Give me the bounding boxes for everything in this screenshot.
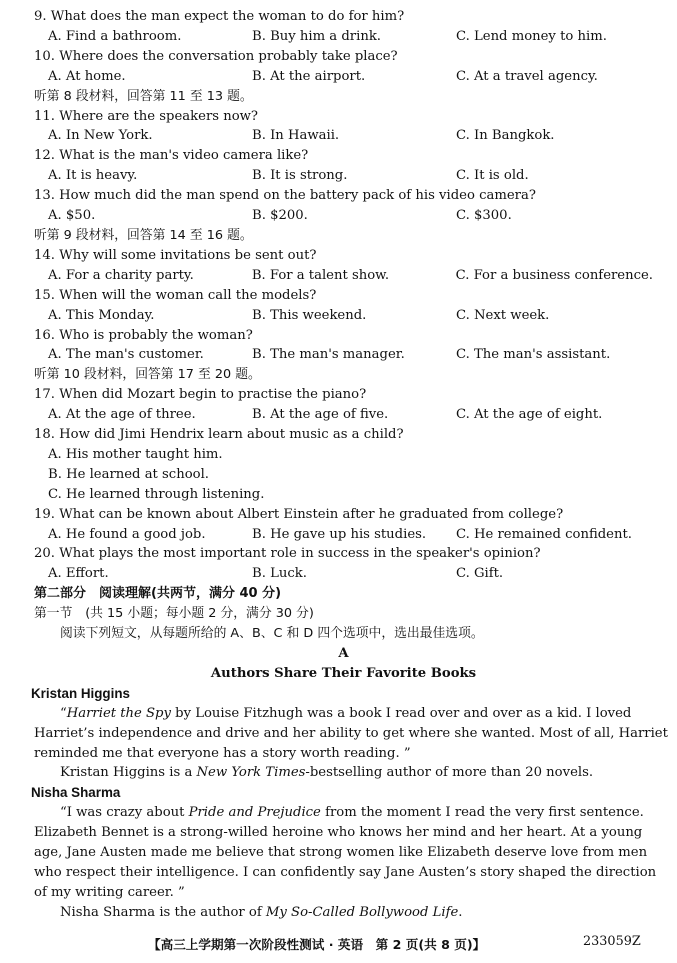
- options-row: [34, 266, 653, 286]
- author-name: Kristan Higgins: [31, 685, 130, 701]
- question-text: 11. Where are the speakers now?: [34, 108, 258, 124]
- section-9-instruction: 听第 9 段材料，回答第 14 至 16 题。: [34, 227, 253, 243]
- option-a: A. At the age of three.: [48, 407, 196, 423]
- question-text: 20. What plays the most important role in success in the speaker's opinion?: [34, 546, 541, 562]
- question-9: [34, 7, 653, 47]
- question-15: [34, 286, 653, 326]
- option-b: B. Luck.: [252, 566, 307, 582]
- question-text: 18. How did Jimi Hendrix learn about music as a child?: [34, 427, 404, 443]
- question-10: [34, 47, 653, 87]
- section-1-heading: 第一节 (共 15 小题；每小题 2 分，满分 30 分): [34, 606, 314, 622]
- question-11: [34, 107, 653, 147]
- option-c: C. He learned through listening.: [48, 486, 265, 502]
- option-b: B. This weekend.: [252, 307, 367, 323]
- question-text: 13. How much did the man spend on the battery pack of his video camera?: [34, 188, 536, 204]
- passage-title: Authors Share Their Favorite Books: [210, 665, 477, 681]
- question-14: [34, 246, 653, 286]
- option-a: A. His mother taught him.: [48, 446, 223, 462]
- option-c: C. Gift.: [456, 566, 504, 582]
- question-text: 19. What can be known about Albert Einstein after he graduated from college?: [34, 506, 564, 522]
- option-b: B. It is strong.: [252, 168, 348, 184]
- options-row: [34, 345, 653, 365]
- part-2-heading: 第二部分 阅读理解(共两节，满分 40 分): [34, 586, 282, 602]
- option-b: B. In Hawaii.: [252, 128, 340, 144]
- book-title: Harriet the Spy: [66, 705, 171, 721]
- section-10-instruction: 听第 10 段材料，回答第 17 至 20 题。: [34, 367, 261, 383]
- options-row: [34, 126, 653, 146]
- option-a: A. In New York.: [48, 128, 153, 144]
- option-a: A. Find a bathroom.: [48, 28, 182, 44]
- question-text: 10. Where does the conversation probably take place?: [34, 48, 398, 64]
- author-quote: “Harriet the Spy by Louise Fitzhugh was a book I read over and over as a kid. I loved Harriet’s independence and drive and her ability to get where she wanted. Most of all, Harriet reminded me that everyone has a story worth reading. ”: [34, 705, 668, 761]
- option-b: B. Buy him a drink.: [252, 28, 382, 44]
- passage-letter: A: [338, 646, 349, 661]
- option-a: A. At home.: [48, 68, 126, 84]
- options-row: [34, 67, 653, 87]
- author-bio: Nisha Sharma is the author of My So-Called Bollywood Life.: [60, 904, 463, 920]
- option-c: C. The man's assistant.: [456, 347, 611, 363]
- option-b: B. $200.: [252, 208, 308, 224]
- question-text: 14. Why will some invitations be sent out?: [34, 247, 317, 263]
- section-8-instruction: 听第 8 段材料，回答第 11 至 13 题。: [34, 88, 253, 104]
- question-text: 16. Who is probably the woman?: [34, 327, 253, 343]
- option-c: C. Lend money to him.: [456, 28, 607, 44]
- option-c: C. At the age of eight.: [456, 407, 603, 423]
- question-20: [34, 544, 653, 584]
- option-c: C. He remained confident.: [456, 526, 632, 542]
- reading-instruction: 阅读下列短文，从每题所给的 A、B、C 和 D 四个选项中，选出最佳选项。: [60, 626, 484, 642]
- author-name: Nisha Sharma: [31, 785, 121, 801]
- option-a: A. He found a good job.: [48, 526, 206, 542]
- question-16: [34, 326, 653, 366]
- option-a: A. Effort.: [48, 566, 109, 582]
- options-row: [34, 306, 653, 326]
- options-row: [34, 27, 653, 47]
- question-text: 17. When did Mozart begin to practise the piano?: [34, 387, 367, 403]
- option-b: B. The man's manager.: [252, 347, 405, 363]
- author-quote: “I was crazy about Pride and Prejudice from the moment I read the very first sentence. Elizabeth Bennet is a strong-willed heroine who knows her mind and her heart. At a young age, Jane Austen made me believe that strong women like Elizabeth deserve love from men who respect their intelligence. I can confidently say Jane Austen’s story shaped the direction of my writing career. ”: [34, 805, 657, 900]
- question-17: [34, 385, 653, 425]
- question-13: [34, 186, 653, 226]
- option-a: A. $50.: [48, 208, 96, 224]
- question-text: 9. What does the man expect the woman to do for him?: [34, 9, 405, 24]
- option-c: C. At a travel agency.: [456, 68, 598, 84]
- book-title: Pride and Prejudice: [188, 805, 321, 821]
- question-text: 15. When will the woman call the models?: [34, 287, 317, 303]
- options-row: [34, 405, 653, 425]
- option-b: B. He gave up his studies.: [252, 526, 427, 542]
- question-12: [34, 146, 653, 186]
- option-a: A. This Monday.: [48, 307, 155, 323]
- option-b: B. He learned at school.: [48, 466, 209, 482]
- option-a: A. The man's customer.: [48, 347, 204, 363]
- footer-title: 【高三上学期第一次阶段性测试 · 英语 第 2 页(共 8 页)】: [148, 937, 486, 952]
- exam-code: 233059Z: [583, 934, 641, 949]
- question-text: 12. What is the man's video camera like?: [34, 148, 309, 164]
- option-c: C. Next week.: [456, 307, 550, 323]
- option-c: C. For a business conference.: [455, 267, 653, 283]
- option-c: C. In Bangkok.: [456, 128, 555, 144]
- option-a: A. For a charity party.: [48, 267, 194, 283]
- question-18: [34, 425, 653, 505]
- question-19: [34, 505, 653, 545]
- option-c: C. $300.: [456, 208, 512, 224]
- options-row: [34, 206, 653, 226]
- options-row: [34, 525, 653, 545]
- options-row: [34, 166, 653, 186]
- option-b: B. At the airport.: [252, 68, 366, 84]
- option-c: C. It is old.: [456, 168, 529, 184]
- author-bio: Kristan Higgins is a New York Times-bestselling author of more than 20 novels.: [60, 765, 594, 781]
- option-b: B. At the age of five.: [252, 407, 389, 423]
- options-row: [34, 564, 653, 584]
- option-a: A. It is heavy.: [48, 168, 138, 184]
- option-b: B. For a talent show.: [251, 267, 390, 283]
